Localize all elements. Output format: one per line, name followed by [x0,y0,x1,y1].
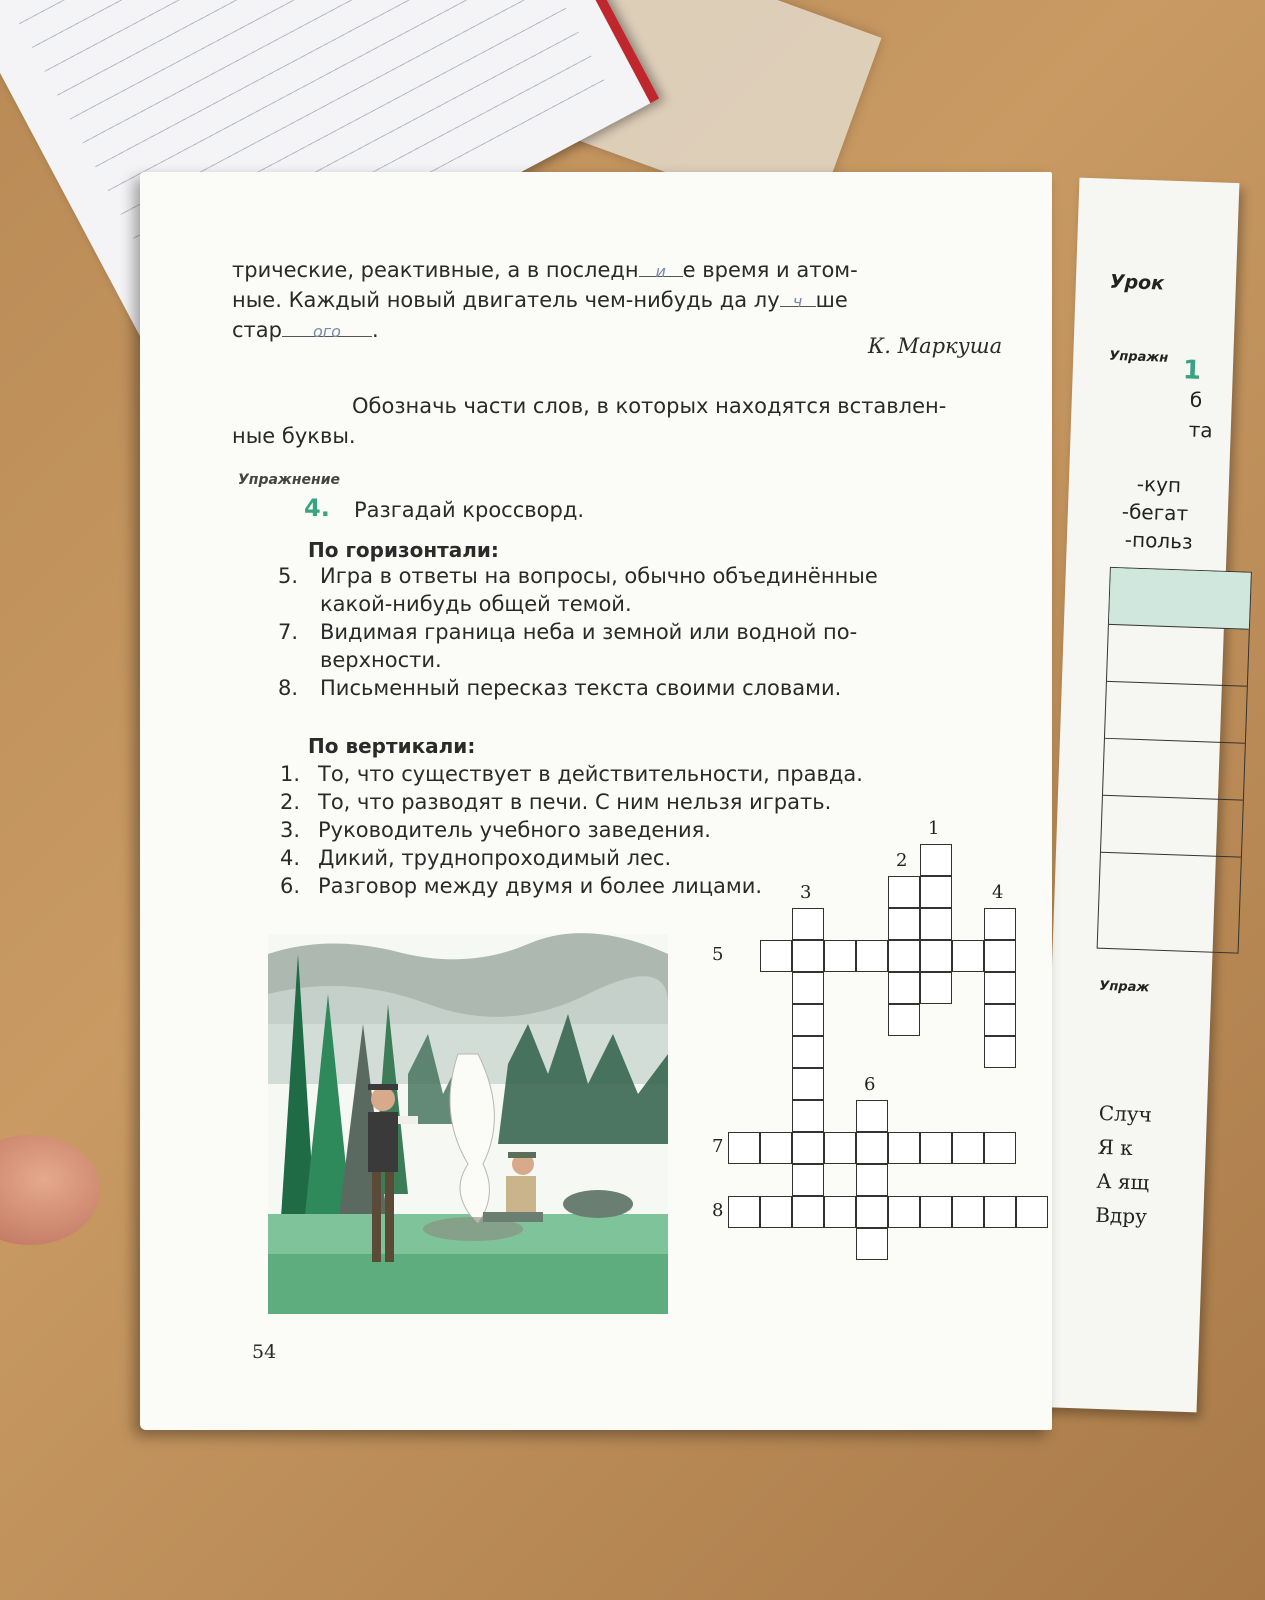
crossword-cell[interactable] [888,940,920,972]
text-part: е время и атом- [682,258,858,282]
right-exercise-label-2: Упраж [1099,978,1150,996]
right-line-4: Вдру [1094,1202,1148,1229]
crossword-cell[interactable] [792,1100,824,1132]
crossword-cell[interactable] [792,1196,824,1228]
crossword-cell[interactable] [920,844,952,876]
crossword-cell[interactable] [856,1196,888,1228]
blank-3[interactable]: ого [282,318,372,337]
clue-5-text: Игра в ответы на вопросы, обычно объединённые [320,564,878,588]
crossword-cell[interactable] [984,1132,1016,1164]
task-line-2: ные буквы. [232,424,356,448]
crossword-grid [698,816,1028,1316]
crossword-cell[interactable] [888,972,920,1004]
clue-1-number: 1. [280,762,301,786]
text-line-1 [232,256,858,284]
right-text-t: та [1188,417,1214,443]
crossword-cell[interactable] [984,972,1016,1004]
crossword-cell[interactable] [920,876,952,908]
exercise-title: Разгадай кроссворд. [354,498,585,522]
crossword-cell[interactable] [856,940,888,972]
crossword-cell[interactable] [984,1004,1016,1036]
crossword-cell[interactable] [792,1036,824,1068]
text-part: . [371,318,379,342]
crossword-cell[interactable] [952,1196,984,1228]
crossword-cell[interactable] [728,1196,760,1228]
lesson-heading: Урок [1109,270,1165,295]
clue-4-number: 4. [280,846,301,870]
clue-3-number: 3. [280,818,301,842]
crossword-cell[interactable] [760,1132,792,1164]
right-line-3: А ящ [1096,1168,1150,1195]
crossword-cell[interactable] [760,940,792,972]
clue-number-5: 5 [712,944,724,965]
right-word-3: -польз [1124,527,1194,554]
clue-number-1: 1 [928,818,940,839]
crossword-cell[interactable] [792,1068,824,1100]
clue-6-text: Разговор между двумя и более лицами. [318,874,763,898]
clue-5-number: 5. [278,564,299,588]
crossword-cell[interactable] [984,940,1016,972]
right-line-1: Случ [1098,1100,1153,1127]
horizontal-heading: По горизонтали: [308,538,499,562]
crossword-cell[interactable] [984,1196,1016,1228]
clue-2-number: 2. [280,790,301,814]
right-exercise-label: Упражн [1109,348,1169,366]
crossword-cell[interactable] [792,1004,824,1036]
crossword-cell[interactable] [952,940,984,972]
clue-2-text: То, что разводят в печи. С ним нельзя играть. [318,790,832,814]
blank-2[interactable]: ч [780,288,816,307]
clue-number-3: 3 [800,882,812,903]
clue-number-7: 7 [712,1136,724,1157]
crossword-cell[interactable] [888,1132,920,1164]
crossword-cell[interactable] [920,908,952,940]
clue-1-text: То, что существует в действительности, правда. [318,762,863,786]
page-number: 54 [252,1341,277,1363]
crossword-cell[interactable] [824,940,856,972]
task-line-1: Обозначь части слов, в которых находятся вставлен- [352,394,947,418]
text-part: трические, реактивные, а в последн [232,258,639,282]
clue-7-text-cont: верхности. [320,648,442,672]
exercise-label: Упражнение [238,472,341,488]
crossword-cell[interactable] [952,1132,984,1164]
right-table [1097,567,1252,954]
right-line-2: Я к [1097,1134,1134,1161]
clue-5-text-cont: какой-нибудь общей темой. [320,592,632,616]
blank-1[interactable]: и [639,258,683,277]
crossword-cell[interactable] [824,1132,856,1164]
crossword-cell[interactable] [856,1100,888,1132]
text-line-2 [232,286,848,314]
crossword-cell[interactable] [984,1036,1016,1068]
crossword-cell[interactable] [856,1132,888,1164]
exercise-number: 4. [304,494,330,522]
crossword-cell[interactable] [792,972,824,1004]
crossword-cell[interactable] [920,1196,952,1228]
text-line-3 [232,316,379,344]
clue-8-number: 8. [278,676,299,700]
text-part: ные. Каждый новый двигатель чем-нибудь да лу [232,288,780,312]
crossword-cell[interactable] [760,1196,792,1228]
crossword-cell[interactable] [888,876,920,908]
crossword-cell[interactable] [792,908,824,940]
crossword-cell[interactable] [920,940,952,972]
clue-8-text: Письменный пересказ текста своими словами. [320,676,842,700]
crossword-cell[interactable] [984,908,1016,940]
clue-7-number: 7. [278,620,299,644]
crossword-cell[interactable] [888,1004,920,1036]
crossword-cell[interactable] [888,908,920,940]
vertical-heading: По вертикали: [308,734,476,758]
crossword-cell[interactable] [920,972,952,1004]
clue-4-text: Дикий, труднопроходимый лес. [318,846,672,870]
crossword-cell[interactable] [888,1196,920,1228]
campfire-illustration [268,924,668,1324]
crossword-cell[interactable] [824,1196,856,1228]
right-exercise-number: 1 [1182,355,1202,386]
right-word-2: -бегат [1121,499,1189,526]
crossword-cell[interactable] [1016,1196,1048,1228]
crossword-cell[interactable] [792,940,824,972]
crossword-cell[interactable] [792,1164,824,1196]
crossword-cell[interactable] [792,1132,824,1164]
clue-3-text: Руководитель учебного заведения. [318,818,711,842]
clue-number-4: 4 [992,882,1004,903]
clue-number-6: 6 [864,1074,876,1095]
right-word-1: -куп [1136,471,1182,498]
text-part: ше [815,288,848,312]
clue-7-text: Видимая граница неба и земной или водной по- [320,620,858,644]
author: К. Маркуша [868,334,1003,358]
finger [0,1135,100,1245]
text-part: стар [232,318,282,342]
crossword-cell[interactable] [728,1132,760,1164]
crossword-cell[interactable] [920,1132,952,1164]
crossword-cell[interactable] [856,1228,888,1260]
right-text-b: б [1189,387,1203,412]
clue-number-8: 8 [712,1200,724,1221]
right-page [1037,178,1240,1413]
workbook-page [140,172,1052,1430]
clue-6-number: 6. [280,874,301,898]
clue-number-2: 2 [896,850,908,871]
crossword-cell[interactable] [856,1164,888,1196]
